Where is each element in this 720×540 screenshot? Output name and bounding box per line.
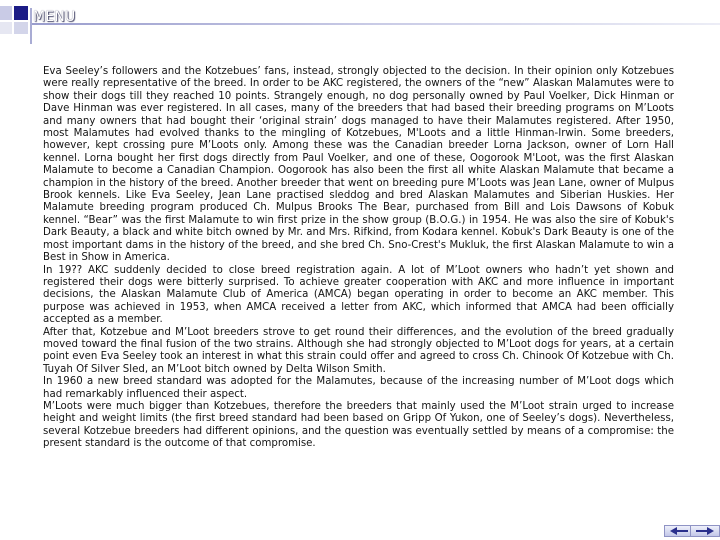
arrow-right-icon (691, 526, 719, 536)
decor-square (0, 6, 12, 20)
decor-square (14, 22, 28, 34)
paragraph-1: Eva Seeley’s followers and the Kotzebues’ fans, instead, strongly objected to the decision. In their opinion only Kotzebues were really representative of the breed. In order to be AKC registered, the owners of the “new” Alaskan Malamutes were to show their dogs till they reached 10 points. Strangely enough, no dog personally owned by Paul Voelker, Dick Hinman or Dave Hinman was ever registered. In all cases, many of the breeders that had based their breeding programs on M’Loots and many owners that had bought their ‘original strain’ dogs managed to have their Malamutes registered. After 1950, most Malamutes had evolved thanks to the mingling of Kotzebues, M'Loots and a little Hinman-Irwin. Some breeders, however, kept crossing pure M’Loots only. Among these was the Canadian breeder Lorna Jackson, owner of Lorn Hall kennel. Lorna bought her first dogs directly from Paul Voelker, and one of these, Oogorook M'Loot, was the first Alaskan Malamute to become a Canadian Champion. Oogorook has also been the first all white Alaskan Malamute that became a champion in the history of the breed. Another breeder that went on breeding pure M’Loots was Jean Lane, owner of Mulpus Brook kennels. Like Eva Seeley, Jean Lane practised sleddog and bred Alaskan Malamutes and Siberian Huskies. Her Malamute breeding program produced Ch. Mulpus Brooks The Bear, purchased from Bill and Lois Dawsons of Kobuk kennel. “Bear” was the first Malamute to win first prize in the show group (B.O.G.) in 1954. He was also the sire of Kobuk's Dark Beauty, a black and white bitch owned by Mr. and Mrs. Rifkind, from Kodara kennel. Kobuk's Dark Beauty is one of the most important dams in the history of the breed, and she bred Ch. Sno-Crest's Mukluk, the first Alaskan Malamute to win a Best in Show in America. (43, 66, 674, 264)
arrow-left-icon (665, 526, 693, 536)
header-rule (32, 23, 720, 25)
paragraph-3: After that, Kotzebue and M’Loot breeders strove to get round their differences, and the evolution of the breed gradually moved toward the final fusion of the two strains. Although she had strongly objected to M’Loot dogs for years, at a certain point even Eva Seeley took an interest in what this strain could offer and agreed to cross Ch. Chinook Of Kotzebue with Ch. Tuyah Of Silver Sled, an M’Loot bitch owned by Delta Wilson Smith. (43, 326, 674, 375)
decor-square-accent (14, 6, 28, 20)
paragraph-2: In 19?? AKC suddenly decided to close breed registration again. A lot of M’Loot owners who hadn’t yet shown and registered their dogs were bitterly surprised. To achieve greater cooperation with AKC and more influence in important decisions, the Alaskan Malamute Club of America (AMCA) began operating in order to become an AKC member. This purpose was achieved in 1953, when AMCA received a letter from AKC, which informed that AMCA had been officially accepted as a member. (43, 264, 674, 326)
paragraph-5: M’Loots were much bigger than Kotzebues, therefore the breeders that mainly used the M’Loot strain urged to increase height and weight limits (the first breed standard had been based on Gripp Of Yukon, one of Seeley’s dogs). Nevertheless, several Kotzebue breeders had different opinions, and the question was eventually settled by means of a compromise: the present standard is the outcome of that compromise. (43, 400, 674, 450)
decor-square (0, 22, 12, 34)
menu-link[interactable]: MENU (33, 9, 76, 25)
next-slide-button[interactable] (690, 525, 720, 537)
decor-vertical-bar (30, 8, 32, 44)
body-text (43, 66, 674, 451)
paragraph-4: In 1960 a new breed standard was adopted for the Malamutes, because of the increasing number of M’Loot dogs which had remarkably influenced their aspect. (43, 376, 674, 400)
